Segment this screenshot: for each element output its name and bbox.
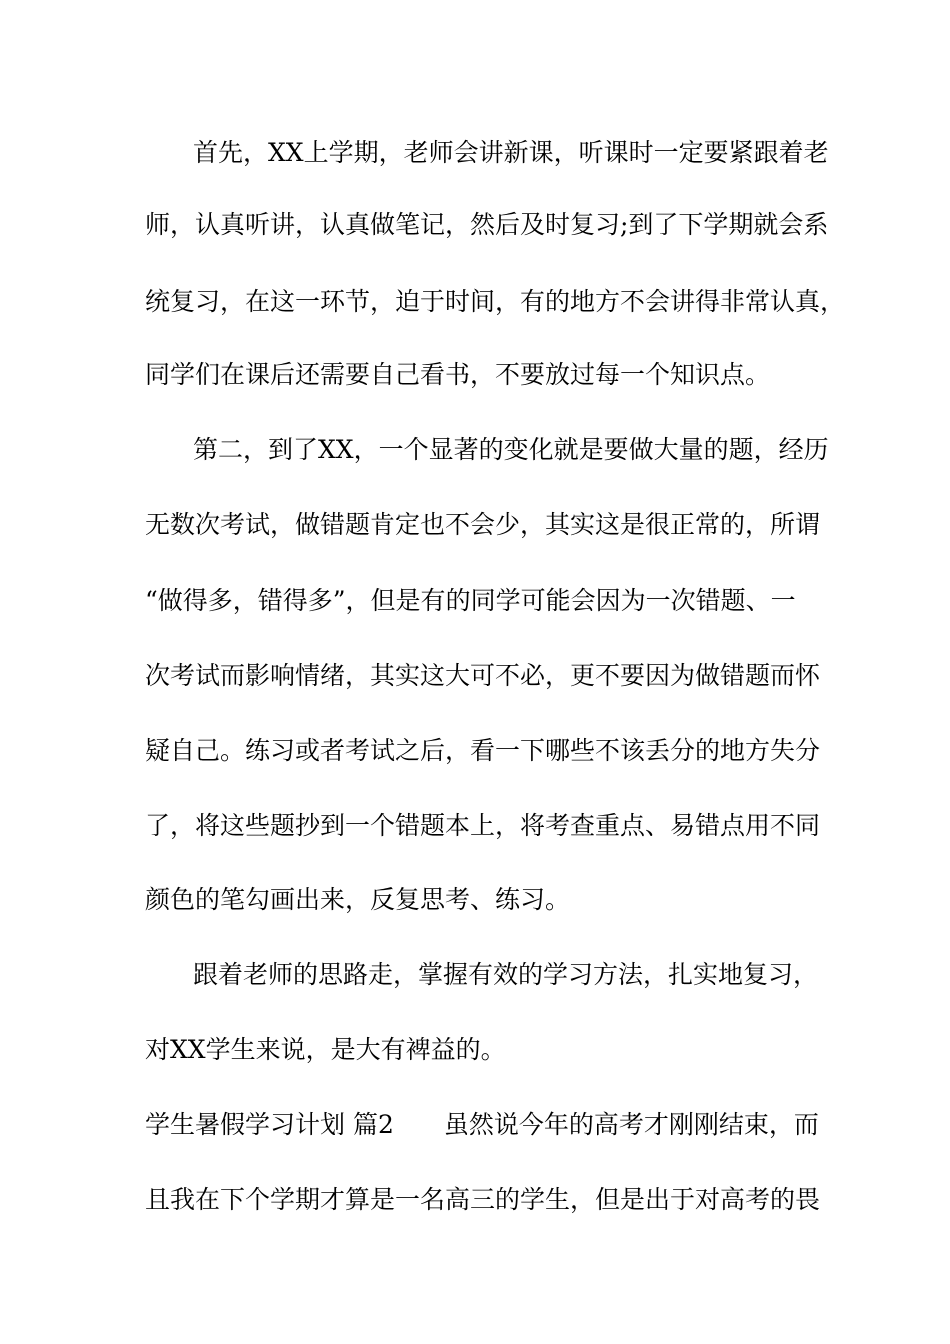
paragraph-2-line-6: 了，将这些题抄到一个错题本上，将考查重点、易错点用不同 xyxy=(145,811,821,840)
paragraph-4-line-2: 且我在下个学期才算是一名高三的学生，但是出于对高考的畏 xyxy=(145,1185,821,1214)
section-heading-line: 学生暑假学习计划 篇2 虽然说今年的高考才刚刚结束，而 xyxy=(145,1110,819,1139)
paragraph-2-line-7: 颜色的笔勾画出来，反复思考、练习。 xyxy=(145,885,571,914)
paragraph-3-line-2: 对XX学生来说，是大有裨益的。 xyxy=(145,1035,506,1064)
paragraph-3-line-1: 跟着老师的思路走，掌握有效的学习方法，扎实地复习， xyxy=(193,960,819,989)
paragraph-1-line-2: 师，认真听讲，认真做笔记，然后及时复习;到了下学期就会系 xyxy=(145,210,829,239)
paragraph-1-line-4: 同学们在课后还需要自己看书，不要放过每一个知识点。 xyxy=(145,360,771,389)
paragraph-2-line-2: 无数次考试，做错题肯定也不会少，其实这是很正常的，所谓 xyxy=(145,510,821,539)
paragraph-2-line-3: “做得多，错得多”，但是有的同学可能会因为一次错题、一 xyxy=(145,586,796,615)
paragraph-2-line-1: 第二，到了XX，一个显著的变化就是要做大量的题，经历 xyxy=(193,435,829,464)
paragraph-1-line-3: 统复习，在这一环节，迫于时间，有的地方不会讲得非常认真， xyxy=(145,287,846,316)
paragraph-2-line-4: 次考试而影响情绪，其实这大可不必，更不要因为做错题而怀 xyxy=(145,661,821,690)
paragraph-1-line-1: 首先，XX上学期，老师会讲新课，听课时一定要紧跟着老 xyxy=(193,138,829,167)
paragraph-2-line-5: 疑自己。练习或者考试之后，看一下哪些不该丢分的地方失分 xyxy=(145,736,821,765)
